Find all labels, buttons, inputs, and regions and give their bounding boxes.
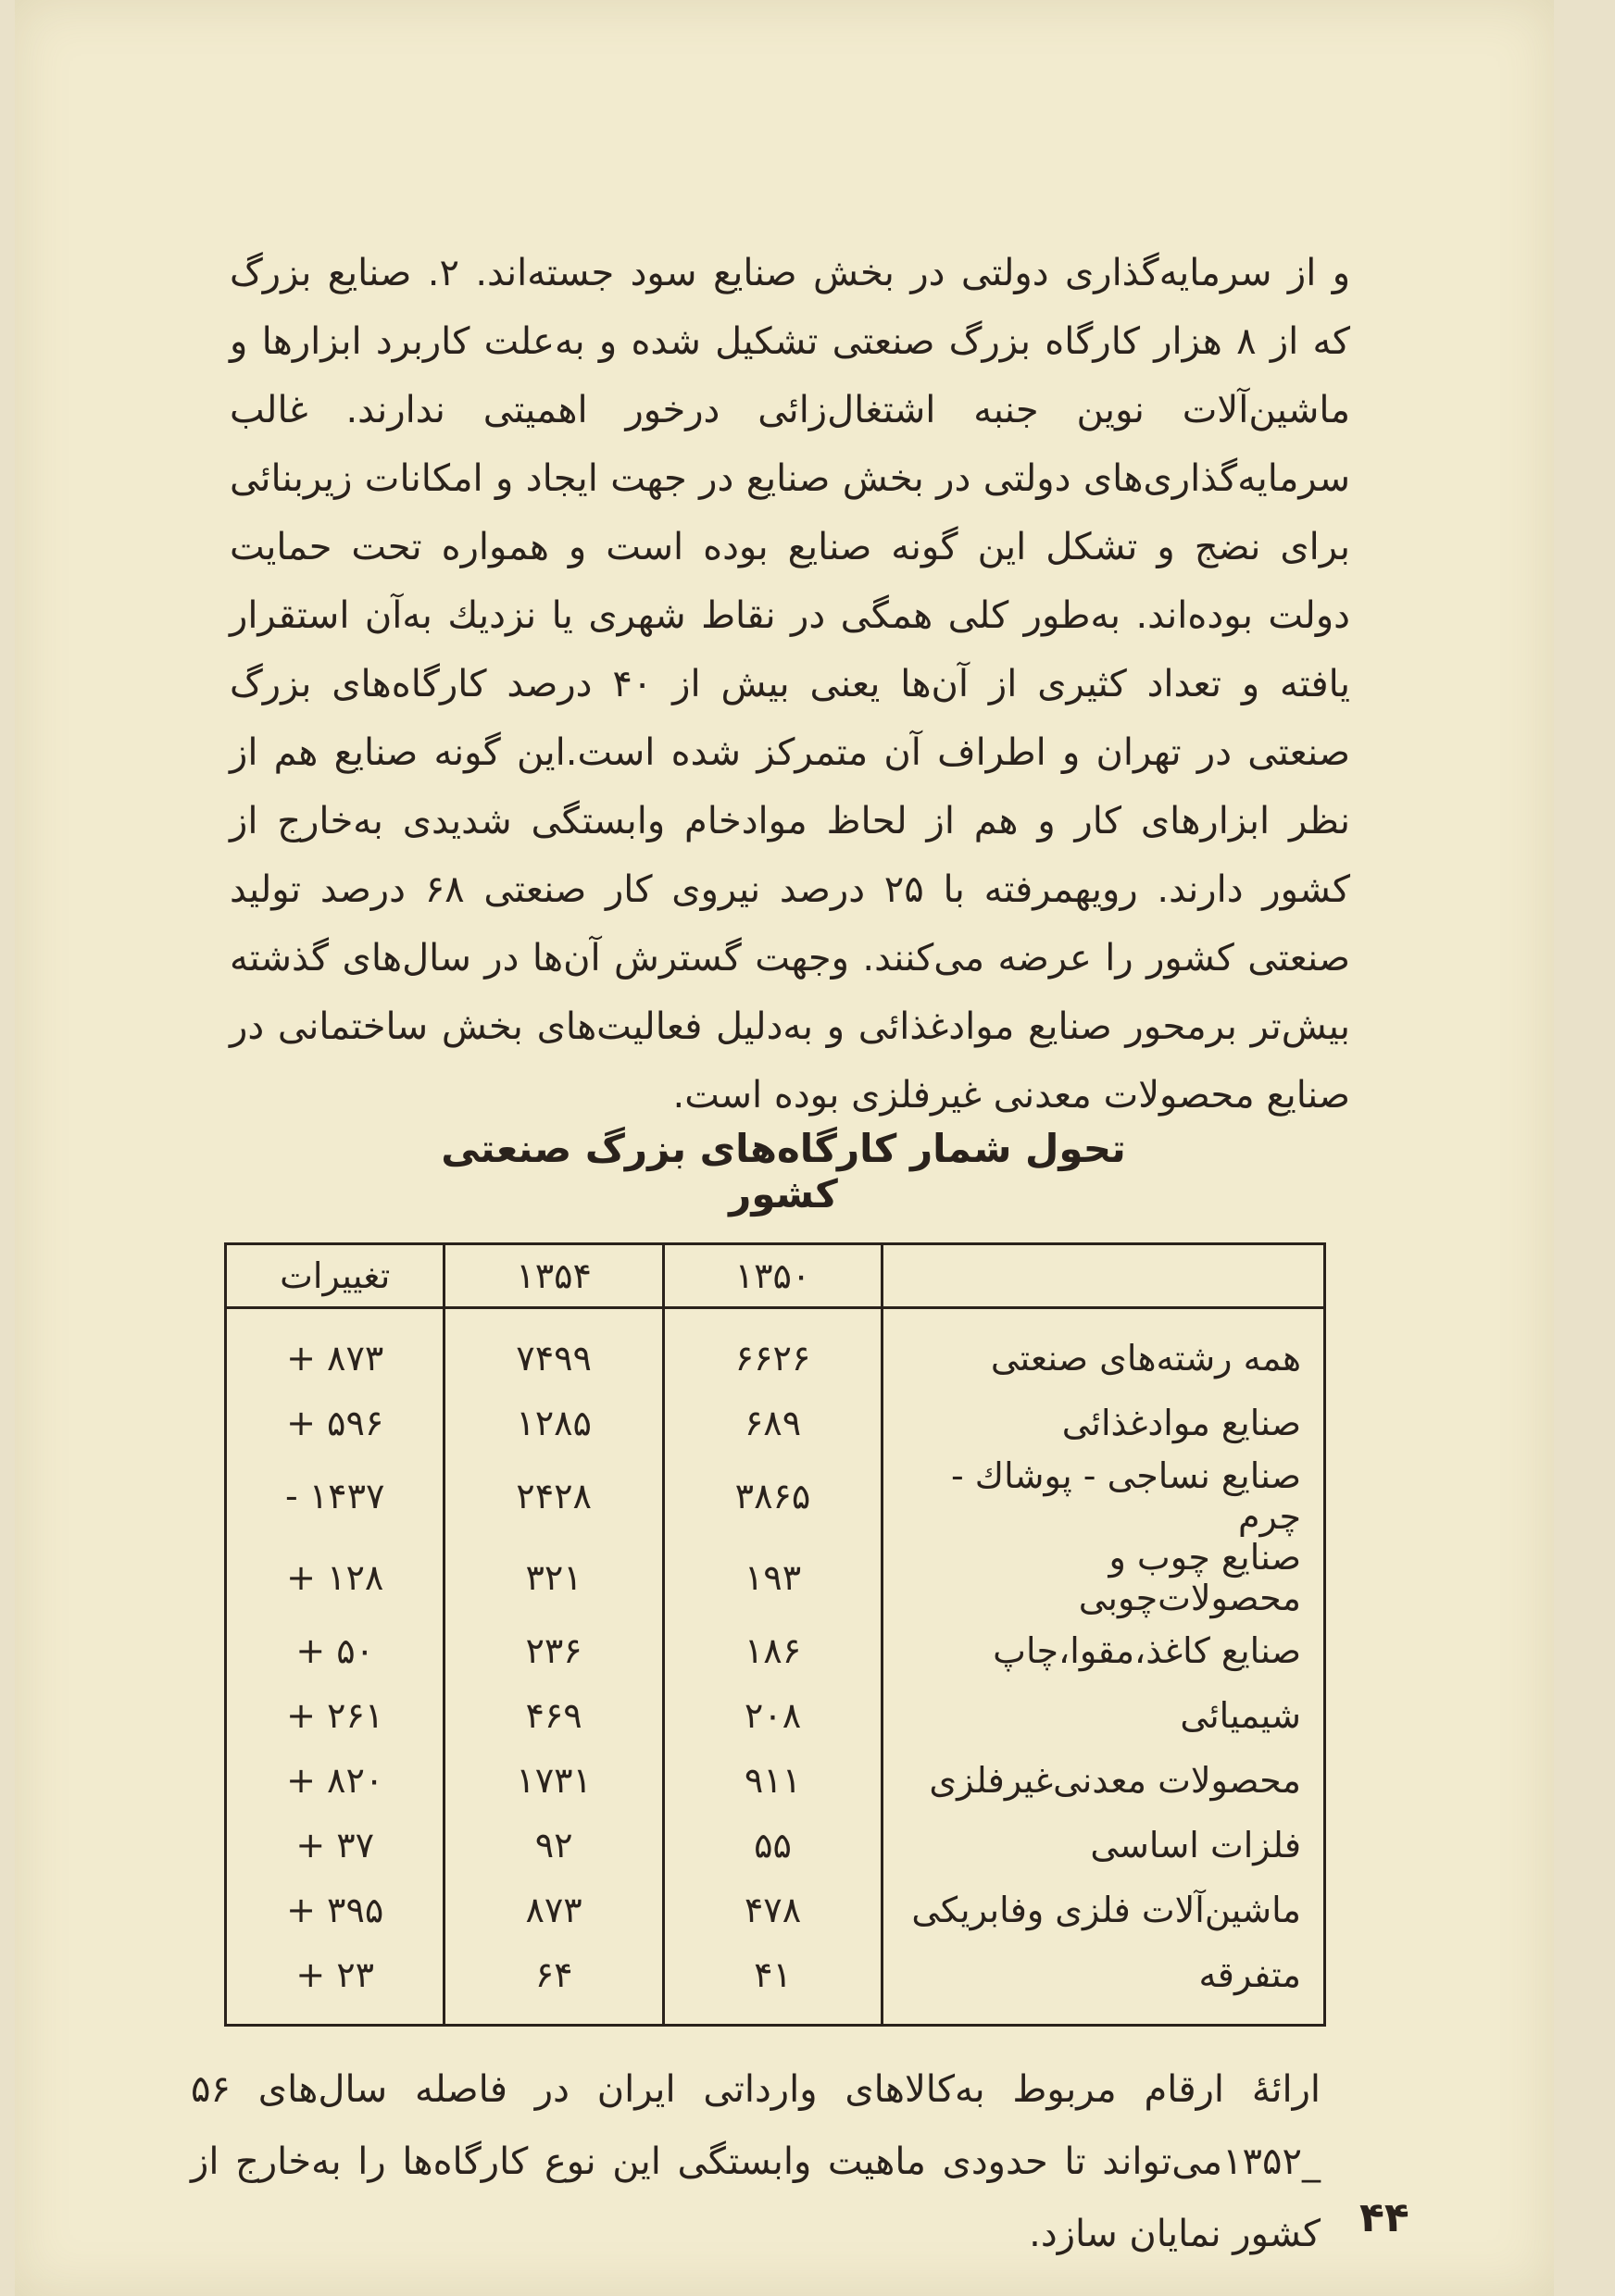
closing-paragraph: ارائهٔ ارقام مربوط به‌کالاهای وارداتی ایران در فاصله سال‌های ۵۶ _۱۳۵۲می‌تواند تا حدودی ماهیت وابستگی این نوع کارگاه‌ها را به‌خارج از کشور نمایان سازد. <box>191 2068 1321 2255</box>
header-1350: ۱۳۵۰ <box>663 1244 882 1308</box>
table-row <box>226 1537 1325 1618</box>
value-1354: ۶۴ <box>444 1942 663 2026</box>
table-title: تحول شمار کارگاه‌های بزرگ صنعتی کشور <box>441 1126 1126 1217</box>
value-1354: ۲۴۲۸ <box>444 1455 663 1537</box>
value-1350: ۱۹۳ <box>663 1537 882 1618</box>
row-label: صنایع نساجی - پوشاك - چرم <box>883 1455 1325 1537</box>
row-label: محصولات معدنی‌غیرفلزی <box>883 1748 1325 1813</box>
value-change: + ۵۹۶ <box>226 1391 444 1455</box>
value-1350: ۴۱ <box>663 1942 882 2026</box>
value-change: + ۱۲۸ <box>226 1537 444 1618</box>
table-row <box>226 1618 1325 1683</box>
row-label: صنایع کاغذ،مقوا،چاپ <box>883 1618 1325 1683</box>
workshops-table <box>224 1242 1326 2027</box>
value-change: + ۸۲۰ <box>226 1748 444 1813</box>
table-row <box>226 1878 1325 1942</box>
value-1350: ۵۵ <box>663 1813 882 1878</box>
value-1354: ۹۲ <box>444 1813 663 1878</box>
table-row <box>226 1748 1325 1813</box>
value-change: + ۳۹۵ <box>226 1878 444 1942</box>
table-header-row <box>226 1244 1325 1308</box>
value-1354: ۴۶۹ <box>444 1683 663 1748</box>
value-change: + ۸۷۳ <box>226 1308 444 1391</box>
row-label: همه رشته‌های صنعتی <box>883 1308 1325 1391</box>
value-change: - ۱۴۳۷ <box>226 1455 444 1537</box>
table-row <box>226 1683 1325 1748</box>
header-changes: تغییرات <box>226 1244 444 1308</box>
book-page <box>15 0 1554 2296</box>
value-1354: ۳۲۱ <box>444 1537 663 1618</box>
value-1354: ۷۴۹۹ <box>444 1308 663 1391</box>
value-1354: ۱۲۸۵ <box>444 1391 663 1455</box>
row-label: شیمیائی <box>883 1683 1325 1748</box>
row-label: صنایع چوب و محصولات‌چوبی <box>883 1537 1325 1618</box>
table-row <box>226 1813 1325 1878</box>
table-row <box>226 1455 1325 1537</box>
value-1350: ۶۶۲۶ <box>663 1308 882 1391</box>
value-1350: ۴۷۸ <box>663 1878 882 1942</box>
value-change: + ۲۳ <box>226 1942 444 2026</box>
row-label: ماشین‌آلات فلزی وفابریکی <box>883 1878 1325 1942</box>
value-1354: ۸۷۳ <box>444 1878 663 1942</box>
value-change: + ۲۶۱ <box>226 1683 444 1748</box>
body-paragraph: و از سرمایه‌گذاری دولتی در بخش صنایع سود جسته‌اند. ۲. صنایع بزرگ که از ۸ هزار کارگاه بزرگ صنعتی تشکیل شده و به‌علت کاربرد ابزارها و ماشین‌آلات نوین جنبه اشتغال‌زائی درخور اهمیتی ندارند. غالب سرمایه‌گذاری‌های دولتی در بخش صنایع در جهت ایجاد و امکانات زیربنائی برای نضج و تشکل این گونه صنایع بوده است و همواره تحت حمایت دولت بوده‌اند. به‌طور کلی همگی در نقاط شهری یا نزدیك به‌آن استقرار یافته و تعداد کثیری از آن‌ها یعنی بیش از ۴۰ درصد کارگاه‌های بزرگ صنعتی در تهران و اطراف آن متمرکز شده است.این گونه صنایع هم از نظر ابزارهای کار و هم از لحاظ موادخام وابستگی شدیدی به‌خارج از کشور دارند. رویهمرفته با ۲۵ درصد نیروی کار صنعتی ۶۸ درصد تولید صنعتی کشور را عرضه می‌کنند. وجهت گسترش آن‌ها در سال‌های گذشته بیش‌تر برمحور صنایع موادغذائی و به‌دلیل فعالیت‌های بخش ساختمانی در صنایع محصولات معدنی غیرفلزی بوده است. <box>230 252 1351 1117</box>
page-number: ۴۴ <box>1359 2194 1409 2241</box>
header-1354: ۱۳۵۴ <box>444 1244 663 1308</box>
value-1350: ۲۰۸ <box>663 1683 882 1748</box>
value-1354: ۱۷۳۱ <box>444 1748 663 1813</box>
value-1350: ۱۸۶ <box>663 1618 882 1683</box>
row-label: صنایع موادغذائی <box>883 1391 1325 1455</box>
table-row <box>226 1942 1325 2026</box>
table-row <box>226 1308 1325 1391</box>
table-row <box>226 1391 1325 1455</box>
row-label: فلزات اساسی <box>883 1813 1325 1878</box>
value-1350: ۹۱۱ <box>663 1748 882 1813</box>
value-change: + ۵۰ <box>226 1618 444 1683</box>
value-change: + ۳۷ <box>226 1813 444 1878</box>
header-label-col <box>883 1244 1325 1308</box>
value-1354: ۲۳۶ <box>444 1618 663 1683</box>
value-1350: ۶۸۹ <box>663 1391 882 1455</box>
value-1350: ۳۸۶۵ <box>663 1455 882 1537</box>
row-label: متفرقه <box>883 1942 1325 2026</box>
